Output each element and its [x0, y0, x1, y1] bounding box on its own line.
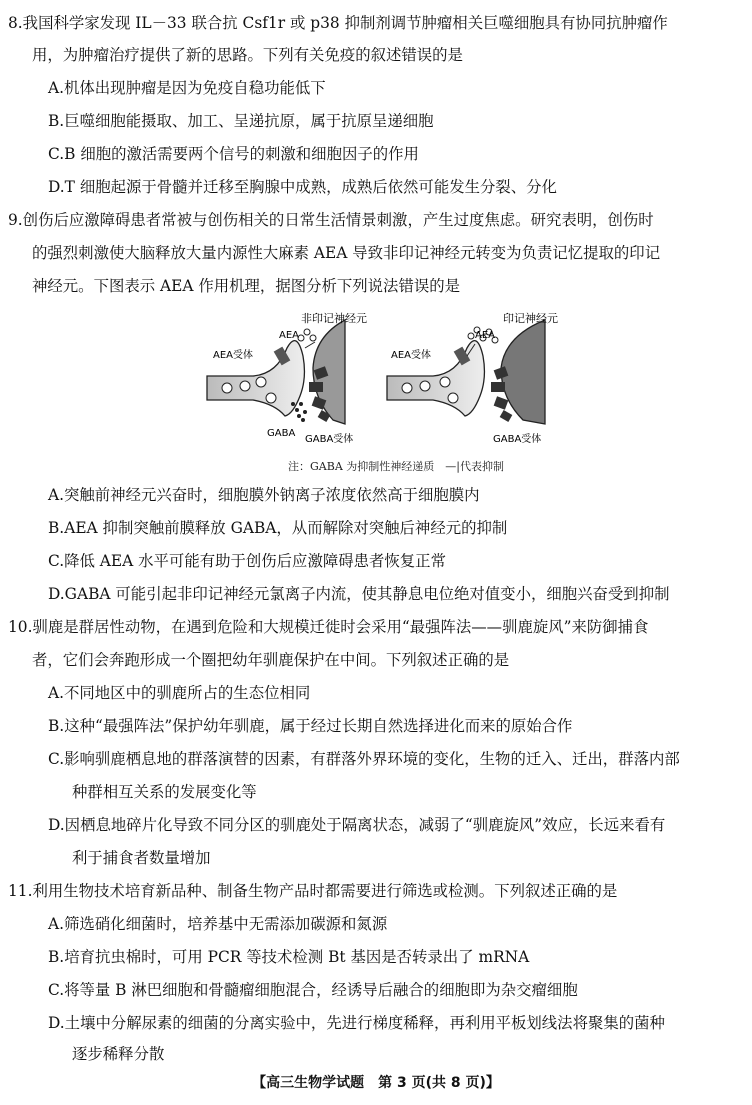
- q8-stem-line2: 用，为肿瘤治疗提供了新的思路。下列有关免疫的叙述错误的是: [32, 46, 463, 64]
- page-footer: 【高三生物学试题 第 3 页(共 8 页)】: [252, 1075, 500, 1091]
- q8-option-b: B.巨噬细胞能摄取、加工、呈递抗原，属于抗原呈递细胞: [48, 112, 434, 130]
- q10-option-d-line1: D.因栖息地碎片化导致不同分区的驯鹿处于隔离状态，减弱了“驯鹿旋风”效应，长远来看有: [48, 816, 666, 834]
- q11-option-c: C.将等量 B 淋巴细胞和骨髓瘤细胞混合，经诱导后融合的细胞即为杂交瘤细胞: [48, 981, 578, 999]
- q10-option-c-line1: C.影响驯鹿栖息地的群落演替的因素，有群落外界环境的变化，生物的迁入、迁出，群落内部: [48, 750, 680, 768]
- q10-option-d-line2: 利于捕食者数量增加: [72, 849, 211, 867]
- q8-option-c: C.B 细胞的激活需要两个信号的刺激和细胞因子的作用: [48, 145, 419, 163]
- q9-option-b: B.AEA 抑制突触前膜释放 GABA，从而解除对突触后神经元的抑制: [48, 519, 508, 537]
- q11-option-a: A.筛选硝化细菌时，培养基中无需添加碳源和氮源: [48, 915, 388, 933]
- q9-option-c: C.降低 AEA 水平可能有助于创伤后应激障碍患者恢复正常: [48, 552, 446, 570]
- q11-option-d-line1: D.土壤中分解尿素的细菌的分离实验中，先进行梯度稀释，再利用平板划线法将聚集的菌种: [48, 1014, 665, 1032]
- right-aea-label: AEA: [475, 330, 495, 341]
- q9-stem-line1: 9.创伤后应激障碍患者常被与创伤相关的日常生活情景刺激，产生过度焦虑。研究表明，创伤时: [8, 211, 654, 229]
- q10-option-b: B.这种“最强阵法”保护幼年驯鹿，属于经过长期自然选择进化而来的原始合作: [48, 717, 573, 735]
- figure-note: 注：GABA 为抑制性神经递质 —|代表抑制: [288, 460, 504, 473]
- q9-stem-line3: 神经元。下图表示 AEA 作用机理，据图分析下列说法错误的是: [32, 277, 461, 295]
- left-aea-label: AEA: [279, 330, 299, 341]
- q10-option-c-line2: 种群相互关系的发展变化等: [72, 783, 257, 801]
- q8-option-a: A.机体出现肿瘤是因为免疫自稳功能低下: [48, 79, 326, 97]
- q8-stem-line1: 8.我国科学家发现 IL－33 联合抗 Csf1r 或 p38 抑制剂调节肿瘤相关巨噬细胞具有协同抗肿瘤作: [8, 14, 668, 32]
- aea-mechanism-figure: [205, 308, 600, 458]
- left-title-label: 非印记神经元: [301, 312, 367, 325]
- q10-stem-line2: 者，它们会奔跑形成一个圈把幼年驯鹿保护在中间。下列叙述正确的是: [32, 651, 510, 669]
- q9-stem-line2: 的强烈刺激使大脑释放大量内源性大麻素 AEA 导致非印记神经元转变为负责记忆提取的印记: [32, 244, 661, 262]
- q9-option-a: A.突触前神经元兴奋时，细胞膜外钠离子浓度依然高于细胞膜内: [48, 486, 480, 504]
- right-gaba-receptor-label: GABA受体: [493, 434, 542, 445]
- q10-option-a: A.不同地区中的驯鹿所占的生态位相同: [48, 684, 311, 702]
- left-gaba-receptor-label: GABA受体: [305, 434, 354, 445]
- right-synapse: [387, 320, 545, 424]
- q8-option-d: D.T 细胞起源于骨髓并迁移至胸腺中成熟，成熟后依然可能发生分裂、分化: [48, 178, 557, 196]
- left-gaba-label: GABA: [267, 428, 296, 439]
- q11-option-d-line2: 逐步稀释分散: [72, 1045, 165, 1063]
- q9-option-d: D.GABA 可能引起非印记神经元氯离子内流，使其静息电位绝对值变小，细胞兴奋受到抑制: [48, 585, 670, 603]
- right-title-label: 印记神经元: [503, 312, 558, 325]
- left-synapse: [207, 320, 345, 424]
- q11-option-b: B.培育抗虫棉时，可用 PCR 等技术检测 Bt 基因是否转录出了 mRNA: [48, 948, 530, 966]
- right-aea-receptor-label: AEA受体: [391, 350, 431, 361]
- q10-stem-line1: 10.驯鹿是群居性动物，在遇到危险和大规模迁徙时会采用“最强阵法——驯鹿旋风”来防御捕食: [8, 618, 649, 636]
- q11-stem-line1: 11.利用生物技术培育新品种、制备生物产品时都需要进行筛选或检测。下列叙述正确的是: [8, 882, 618, 900]
- left-aea-receptor-label: AEA受体: [213, 350, 253, 361]
